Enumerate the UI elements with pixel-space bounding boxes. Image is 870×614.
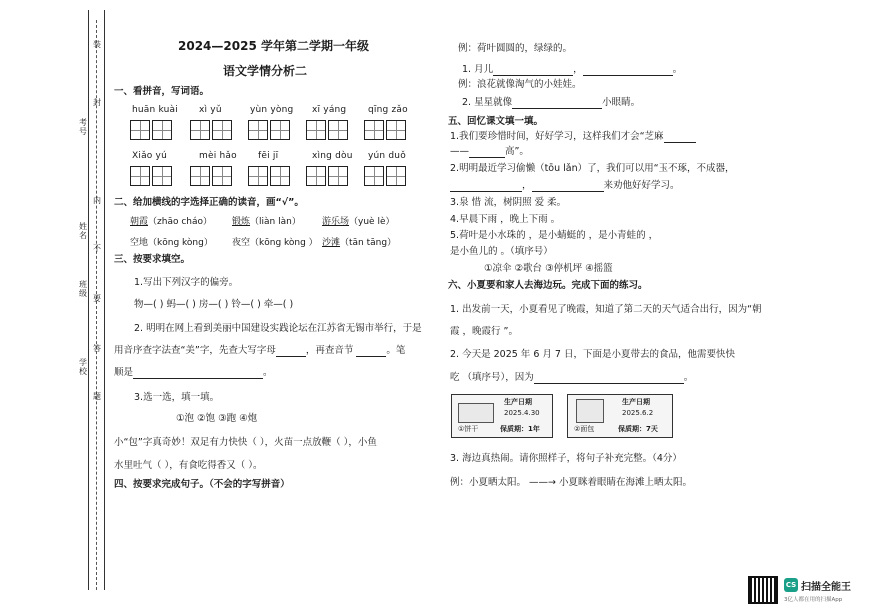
q-text: 来劝他好好学习。 — [603, 180, 680, 191]
writing-grid[interactable] — [306, 120, 348, 140]
radical-items[interactable]: 物—( ) 蚂—( ) 房—( ) 铃—( ) 牵—( ) — [134, 299, 294, 310]
q-label: 2. 星星就像 — [462, 97, 513, 108]
binding-char: 封 — [93, 98, 101, 107]
section1-heading: 一、看拼音，写词语。 — [114, 86, 210, 97]
reading-item — [130, 237, 213, 250]
pinyin: yùn yòng — [250, 105, 294, 115]
answer-blank[interactable] — [469, 146, 505, 158]
pinyin: xìng dòu — [312, 151, 353, 161]
reading-word: 空地 — [130, 238, 149, 248]
choice-options: ①泡 ②饱 ③跑 ④炮 — [176, 413, 258, 424]
reading-item — [322, 216, 394, 229]
production-date-label: 生产日期 — [622, 398, 650, 406]
camscanner-logo-icon: CS — [784, 578, 798, 592]
writing-grid[interactable] — [364, 166, 406, 186]
reading-options[interactable]: （tān tāng） — [340, 238, 397, 248]
question-text[interactable]: 3.泉 惜 流，树阴照 爱 柔。 — [450, 197, 567, 208]
food-item-biscuit[interactable] — [451, 394, 553, 438]
production-date: 2025.6.2 — [622, 409, 654, 417]
binding-char: 不 — [93, 244, 101, 253]
qr-code-icon — [748, 576, 778, 604]
question-text: 2. 明明在网上看到美丽中国建设实践论坛在江苏省无锡市举行，于是 — [134, 323, 422, 334]
food-name: ①饼干 — [458, 425, 479, 433]
pinyin: yún duǒ — [368, 151, 406, 161]
writing-grid[interactable] — [306, 166, 348, 186]
section2-heading: 二、给加横线的字选择正确的读音，画“√”。 — [114, 197, 304, 208]
question-text: 吃 （填序号），因为 。 — [450, 372, 694, 383]
answer-blank[interactable] — [512, 97, 602, 109]
answer-blank[interactable] — [534, 372, 684, 384]
answer-blank[interactable] — [450, 180, 522, 192]
pinyin: xī yáng — [312, 105, 347, 115]
reading-word: 锻炼 — [232, 217, 251, 227]
example-text: 例：浪花就像淘气的小娃娃。 — [458, 79, 582, 90]
example-sentence: 例：小夏晒太阳。 ——→ 小夏眯着眼睛在海滩上晒太阳。 — [450, 477, 693, 488]
reading-item — [232, 237, 318, 250]
section6-heading: 六、小夏要和家人去海边玩。完成下面的练习。 — [448, 280, 648, 291]
binding-char: 内 — [93, 196, 101, 205]
reading-options[interactable]: （liàn làn） — [250, 217, 301, 227]
food-item-bread[interactable] — [567, 394, 673, 438]
q2-stroke-label: 顺是 — [114, 367, 134, 378]
bread-picture — [576, 399, 604, 423]
binding-char: 装 — [93, 40, 101, 49]
food-name: ②面包 — [574, 425, 595, 433]
answer-blank[interactable] — [356, 345, 386, 357]
section5-heading: 五、回忆课文填一填。 — [448, 116, 544, 127]
reading-word: 沙滩 — [322, 238, 341, 248]
writing-grid[interactable] — [190, 166, 232, 186]
question-text: 3.选一选，填一填。 — [134, 392, 220, 403]
binding-line-right — [104, 10, 105, 590]
q-text: 吃 （填序号），因为 — [450, 372, 534, 383]
q-tail: 小眼睛。 — [602, 97, 641, 108]
production-date: 2025.4.30 — [504, 409, 540, 417]
writing-grid[interactable] — [130, 120, 172, 140]
reading-options[interactable]: （kōng kòng ） — [250, 238, 318, 248]
answer-blank[interactable] — [532, 180, 604, 192]
q2-text-a: 用音序查字法查“美”字，先查大写字母 — [114, 345, 276, 356]
question-text — [114, 344, 405, 357]
reading-item — [322, 237, 396, 250]
question-text — [462, 96, 640, 109]
page-subtitle: 语文学情分析二 — [223, 64, 308, 78]
production-date-label: 生产日期 — [504, 398, 532, 406]
label-name: 姓名 — [79, 222, 87, 240]
section3-heading: 三、按要求填空。 — [114, 254, 191, 265]
pinyin: qīng zǎo — [368, 105, 408, 115]
question-text: 1. 月儿 ， 。 — [462, 64, 683, 75]
biscuit-picture — [458, 403, 494, 423]
reading-options[interactable]: （yuè lè） — [349, 217, 395, 227]
question-text[interactable]: 是小鱼儿的 。（填序号） — [450, 246, 553, 257]
answer-blank[interactable] — [133, 367, 263, 379]
q-label: 1. 月儿 — [462, 64, 494, 75]
writing-grid[interactable] — [248, 120, 290, 140]
answer-blank[interactable] — [493, 64, 573, 76]
pinyin: mèi hǎo — [199, 151, 237, 161]
page-title: 2024—2025 学年第二学期一年级 — [178, 39, 369, 53]
pinyin: Xiǎo yú — [132, 151, 167, 161]
question-text: 2.明明最近学习偷懒（tōu lǎn）了，我们可以用“玉不琢，不成器， — [450, 163, 735, 174]
example-text: 例：荷叶圆圆的，绿绿的。 — [458, 43, 573, 54]
question-text[interactable]: 4.早晨下雨 ，晚上下雨 。 — [450, 214, 561, 225]
q-text: 1.我们要珍惜时间，好好学习，这样我们才会“芝麻 — [450, 131, 664, 142]
question-text — [450, 145, 529, 158]
question-text[interactable]: 小“包”字真奇妙！双足有力快快（ ），火苗一点放鞭（ ），小鱼 — [114, 437, 377, 448]
writing-grid[interactable] — [364, 120, 406, 140]
binding-char: 题 — [93, 392, 101, 401]
brand-name: 扫描全能王 — [801, 582, 851, 593]
shelf-life: 保质期：7天 — [618, 425, 658, 433]
reading-word: 朝霞 — [130, 217, 149, 227]
choice-options: ①凉伞 ②歌台 ③停机坪 ④摇篮 — [484, 263, 613, 274]
pinyin: xì yǔ — [199, 105, 222, 115]
pinyin: huān kuài — [132, 105, 178, 115]
pinyin: fēi jī — [258, 151, 279, 161]
binding-char: 答 — [93, 344, 101, 353]
writing-grid[interactable] — [248, 166, 290, 186]
question-text: 顺是 。 — [114, 367, 273, 378]
reading-options[interactable]: （zhāo cháo） — [148, 217, 213, 227]
shelf-life: 保质期：1年 — [500, 425, 540, 433]
q2-text-c: 。笔 — [386, 345, 406, 356]
binding-char: 要 — [93, 294, 101, 303]
reading-word: 夜空 — [232, 238, 251, 248]
brand-tagline: 3亿人都在用的扫描App — [784, 597, 843, 603]
question-text: 1. 出发前一天，小夏看见了晚霞，知道了第二天的天气适合出行，因为“朝 — [450, 304, 762, 315]
question-text: 3. 海边真热闹。请你照样子，将句子补充完整。（4分） — [450, 453, 682, 464]
label-school: 学校 — [79, 358, 87, 376]
question-text — [450, 130, 696, 143]
answer-blank[interactable] — [664, 131, 696, 143]
q-text: 高”。 — [505, 146, 529, 157]
label-exam-number: 考号 — [79, 118, 87, 136]
question-text[interactable]: 5.荷叶是小水珠的 ，是小蜻蜓的 ，是小青蛙的 ， — [450, 230, 659, 241]
label-class: 班级 — [79, 280, 87, 298]
question-text: ， 来劝他好好学习。 — [450, 179, 680, 192]
reading-word: 游乐场 — [322, 217, 350, 227]
answer-blank[interactable] — [276, 345, 306, 357]
writing-grid[interactable] — [190, 120, 232, 140]
q-text: —— — [450, 146, 469, 157]
question-text[interactable]: 霞 ，晚霞行 ”。 — [450, 326, 518, 337]
answer-blank[interactable] — [583, 64, 673, 76]
question-text: 2. 今天是 2025 年 6 月 7 日，下面是小夏带去的食品，他需要快快 — [450, 349, 735, 360]
binding-line-left — [88, 10, 89, 590]
question-text[interactable]: 水里吐气（ ），有食吃得香又（ ）。 — [114, 460, 263, 471]
question-text: 1.写出下列汉字的偏旁。 — [134, 277, 239, 288]
section4-heading: 四、按要求完成句子。（不会的字写拼音） — [114, 479, 290, 490]
reading-options[interactable]: （kōng kòng） — [148, 238, 213, 248]
writing-grid[interactable] — [130, 166, 172, 186]
reading-item — [130, 216, 212, 229]
q2-text-b: ，再查音节 — [305, 345, 354, 356]
reading-item — [232, 216, 301, 229]
